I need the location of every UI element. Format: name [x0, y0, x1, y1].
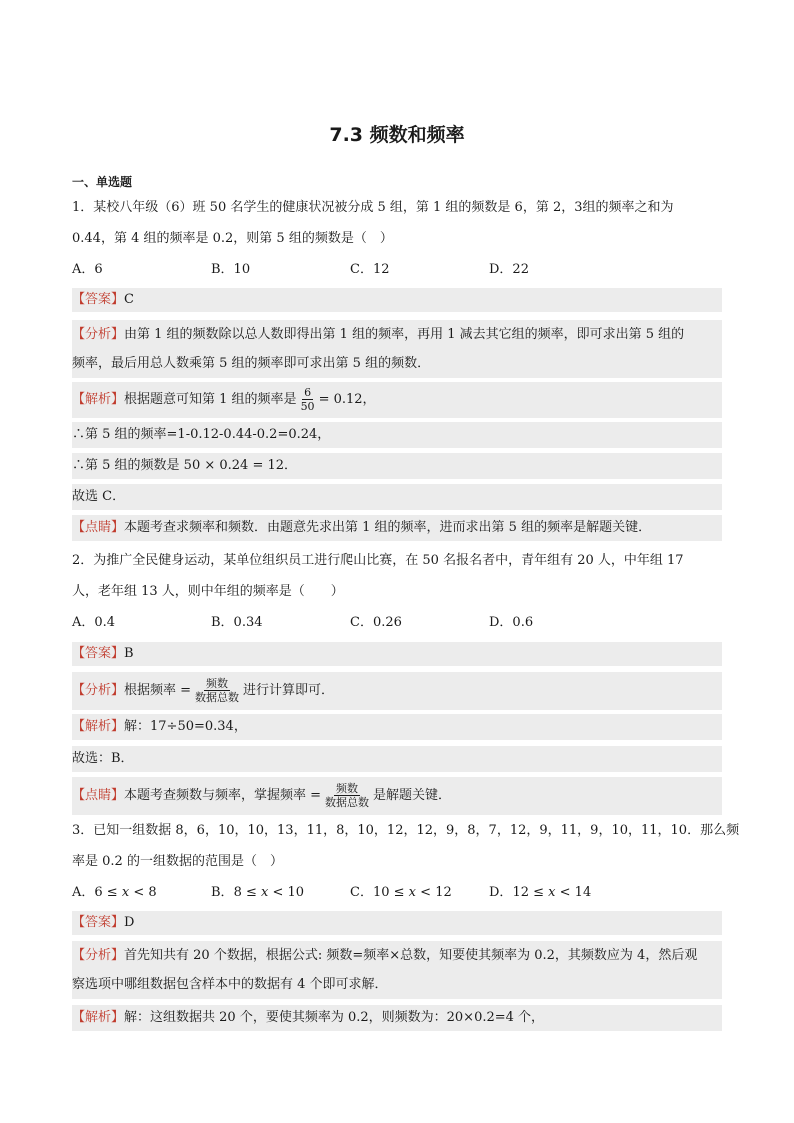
analysis-tag: 【分析】 — [72, 683, 125, 698]
q3-analysis-line-1: 首先知共有 20 个数据，根据公式: 频数=频率×总数，知要使其频率为 0.2，其频数应为 4，然后观 — [124, 948, 698, 963]
q1-solution — [72, 382, 722, 418]
answer-tag: 【答案】 — [72, 915, 125, 930]
q1-stem-line-1: 1．某校八年级（6）班 50 名学生的健康状况被分成 5 组，第 1 组的频数是 6，第 2，3组的频率之和为 — [72, 200, 674, 215]
solution-tag: 【解析】 — [72, 1010, 125, 1025]
q2-analysis — [72, 672, 722, 710]
q1-analysis-line-2: 频率，最后用总人数乘第 5 组的频率即可求出第 5 组的频数． — [72, 356, 431, 371]
q2-options — [72, 613, 722, 633]
q1-choice: 故选 C． — [72, 484, 722, 510]
q2-fraction-denominator: 数据总数 — [195, 691, 240, 704]
q1-solution-result: = 0.12， — [318, 392, 376, 407]
q2-stem-line-1: 2．为推广全民健身运动，某单位组织员工进行爬山比赛，在 50 名报名者中，青年组有 20 人，中年组 17 — [72, 553, 684, 568]
q2-analysis-fraction — [193, 677, 241, 704]
answer-tag: 【答案】 — [72, 292, 125, 307]
q1-fraction-denominator: 50 — [300, 400, 315, 413]
q1-options — [72, 260, 722, 280]
q2-analysis-suffix: 进行计算即可． — [243, 683, 335, 698]
q2-answer-value: B — [124, 646, 134, 661]
q1-stem-line-2: 0.44，第 4 组的频率是 0.2，则第 5 组的频数是（ ） — [72, 231, 393, 246]
q2-option-d: D．0.6 — [489, 615, 534, 630]
q3-answer-value: D — [124, 915, 135, 930]
q2-comment-fraction — [323, 782, 371, 809]
comment-tag: 【点睛】 — [72, 520, 125, 535]
answer-tag: 【答案】 — [72, 646, 125, 661]
q2-solution — [72, 714, 722, 740]
q3-option-c: C．10 ≤ x < 12 — [350, 885, 452, 900]
q3-analysis — [72, 941, 722, 999]
q3-option-a: A．6 ≤ x < 8 — [72, 885, 157, 900]
q2-comment-fraction-denominator: 数据总数 — [325, 796, 370, 809]
q2-analysis-text: 根据频率 = — [124, 683, 192, 698]
solution-tag: 【解析】 — [72, 719, 125, 734]
page-title: 7.3 频数和频率 — [329, 124, 465, 146]
q1-option-d: D．22 — [489, 262, 529, 277]
q3-solution-text: 解：这组数据共 20 个，要使其频率为 0.2，则频数为：20×0.2=4 个， — [124, 1010, 545, 1025]
q1-step-2: ∴第 5 组的频数是 50 × 0.24 = 12． — [72, 453, 722, 479]
analysis-tag: 【分析】 — [72, 948, 125, 963]
q3-stem-line-2: 率是 0.2 的一组数据的范围是（ ） — [72, 854, 283, 869]
comment-tag: 【点睛】 — [72, 788, 125, 803]
q2-choice: 故选：B． — [72, 746, 722, 772]
q3-answer — [72, 911, 722, 935]
q2-comment — [72, 777, 722, 815]
q2-stem-line-2: 人，老年组 13 人，则中年组的频率是（ ） — [72, 584, 344, 599]
q1-fraction — [299, 386, 317, 413]
q1-analysis-line-1: 由第 1 组的频数除以总人数即得出第 1 组的频率，再用 1 减去其它组的频率，即可求出第 5 组的 — [124, 327, 685, 342]
q2-option-a: A．0.4 — [72, 615, 116, 630]
q2-comment-fraction-numerator: 频数 — [336, 782, 359, 795]
q1-analysis — [72, 320, 722, 378]
solution-tag: 【解析】 — [72, 392, 125, 407]
q1-answer-value: C — [124, 292, 134, 307]
q1-option-a: A．6 — [72, 262, 103, 277]
q1-option-b: B．10 — [211, 262, 251, 277]
q1-solution-text: 根据题意可知第 1 组的频率是 — [124, 392, 297, 407]
q1-comment-text: 本题考查求频率和频数．由题意先求出第 1 组的频率，进而求出第 5 组的频率是解题关键． — [124, 520, 652, 535]
q2-option-b: B．0.34 — [211, 615, 263, 630]
q1-option-c: C．12 — [350, 262, 390, 277]
q3-option-b: B．8 ≤ x < 10 — [211, 885, 305, 900]
q3-options — [72, 883, 722, 903]
q3-analysis-line-2: 察选项中哪组数据包含样本中的数据有 4 个即可求解． — [72, 977, 388, 992]
q3-option-d: D．12 ≤ x < 14 — [489, 885, 592, 900]
q3-stem-line-1: 3．已知一组数据 8，6，10，10，13，11，8，10，12，12，9，8，7，12，9，11，9，10，11，10．那么频 — [72, 823, 740, 838]
q2-answer — [72, 642, 722, 666]
q1-answer — [72, 288, 722, 312]
q2-comment-text: 本题考查频数与频率，掌握频率 = — [124, 788, 322, 803]
q1-comment — [72, 515, 722, 541]
q2-fraction-numerator: 频数 — [206, 677, 229, 690]
q2-solution-text: 解：17÷50=0.34， — [124, 719, 247, 734]
q1-step-1: ∴第 5 组的频率=1-0.12-0.44-0.2=0.24， — [72, 422, 722, 448]
section-heading: 一、单选题 — [72, 175, 133, 189]
q1-fraction-numerator: 6 — [304, 386, 312, 399]
analysis-tag: 【分析】 — [72, 327, 125, 342]
q2-option-c: C．0.26 — [350, 615, 402, 630]
q2-comment-suffix: 是解题关键． — [373, 788, 452, 803]
q3-solution — [72, 1005, 722, 1031]
